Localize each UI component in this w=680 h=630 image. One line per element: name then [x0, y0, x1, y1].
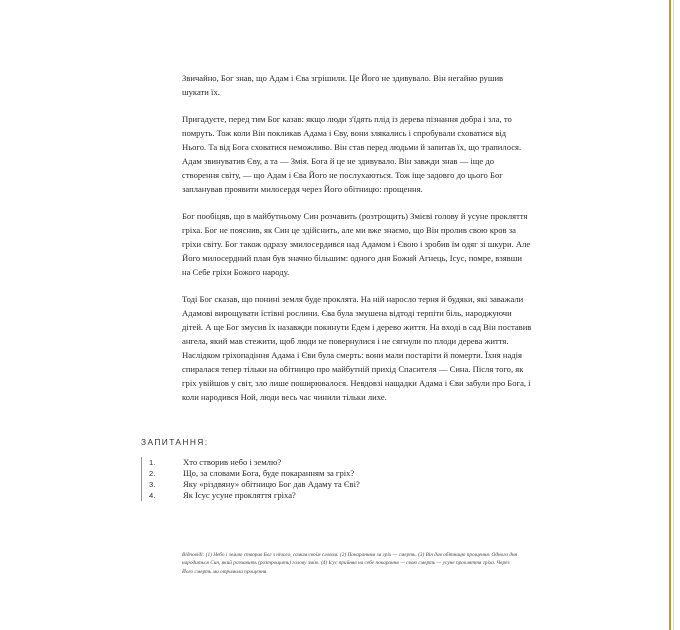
question-number: 4.: [149, 491, 156, 500]
question-number: 1.: [149, 458, 156, 467]
paragraph-1: Звичайно, Бог знав, що Адам і Єва згрішили. Це Його не здивувало. Він негайно рушив шукати їх.: [182, 73, 504, 97]
questions-heading: ЗАПИТАННЯ:: [141, 437, 209, 447]
question-text: Хто створив небо і землю?: [183, 457, 282, 467]
question-item: [149, 468, 541, 479]
questions-section: [141, 437, 541, 501]
question-text: Що, за словами Бога, буде покаранням за гріх?: [183, 468, 355, 478]
question-text: Як Ісус усуне прокляття гріха?: [183, 490, 296, 500]
question-number: 2.: [149, 469, 156, 478]
question-item: [149, 479, 541, 490]
story-text: [182, 72, 532, 418]
questions-list: [141, 457, 541, 501]
question-number: 3.: [149, 480, 156, 489]
answers-footnote: Відповіді: (1) Небо і землю створив Бог з нічого, самим своїм словом. (2) Покаранням за гріх — смерть. (3) Він дав обітницю прощення. Одного дня народиться Син, який розчавить (розтрощить) голову змію. (4) Ісус прийняв на себе покарання — свою смерть — усуне прокляття гріха. Через Його смерть ми отримали прощення.: [182, 552, 518, 575]
paragraph-4: Тоді Бог сказав, що понині земля буде проклята. На ній наросло терня й будяки, які заважали Адамові вирощувати їстівні рослини. Єва була змушена відтоді терпіти біль, народжуючи дітей. А ще Бог змусив їх назавжди покинути Едем і дерево життя. На вході в сад Він поставив ангела, який мав стежити, щоб люди не повернулися і не сягнули по плоди дерева життя. Наслідком гріхопадіння Адама і Єви була смерть: вони мали постаріти й померти. Їхня надія спиралася тепер тільки на обітницю про майбутній прихід Спасителя — Сина. Після того, як гріх увійшов у світ, зло лише поширювалося. Невдовзі нащадки Адама і Єви забули про Бога, і коли народився Ной, люди весь час чинили тільки лихе.: [182, 294, 532, 402]
question-text: Яку «різдвяну» обітницю Бог дав Адаму та Єві?: [183, 479, 360, 489]
paragraph-3: Бог пообіцяв, що в майбутньому Син розчавить (розтрощить) Змієві голову й усуне прокляття гріха. Бог не пояснив, як Син це здійснить, але ми вже знаємо, що Він пролив свою кров за гріхи світу. Бог також одразу змилосердився над Адамом і Євою і зробив їм одяг зі шкури. Але Його милосердний план був значно більшим: одного дня Божий Агнець, Ісус, помре, взявши на Себе гріхи Божого народу.: [182, 211, 531, 277]
gold-margin-rule: [669, 0, 671, 630]
paragraph-2: Пригадуєте, перед тим Бог казав: якщо люди з'їдять плід із дерева пізнання добра і зла, то помруть. Тож коли Він покликав Адама і Єву, вони злякались і спробували сховатися від Нього. Та від Бога сховатися неможливо. Він став перед людьми й запитав їх, що трапилося. Адам звинуватив Єву, а та — Змія. Бога й це не здивувало. Він завжди знав — іще до створення світу, — що Адам і Єва Його не послухаються. Тож іще задовго до цього Бог запланував проявити милосердя через Його обітницю: прощення.: [182, 114, 522, 194]
question-item: [149, 457, 541, 468]
question-item: [149, 490, 541, 501]
